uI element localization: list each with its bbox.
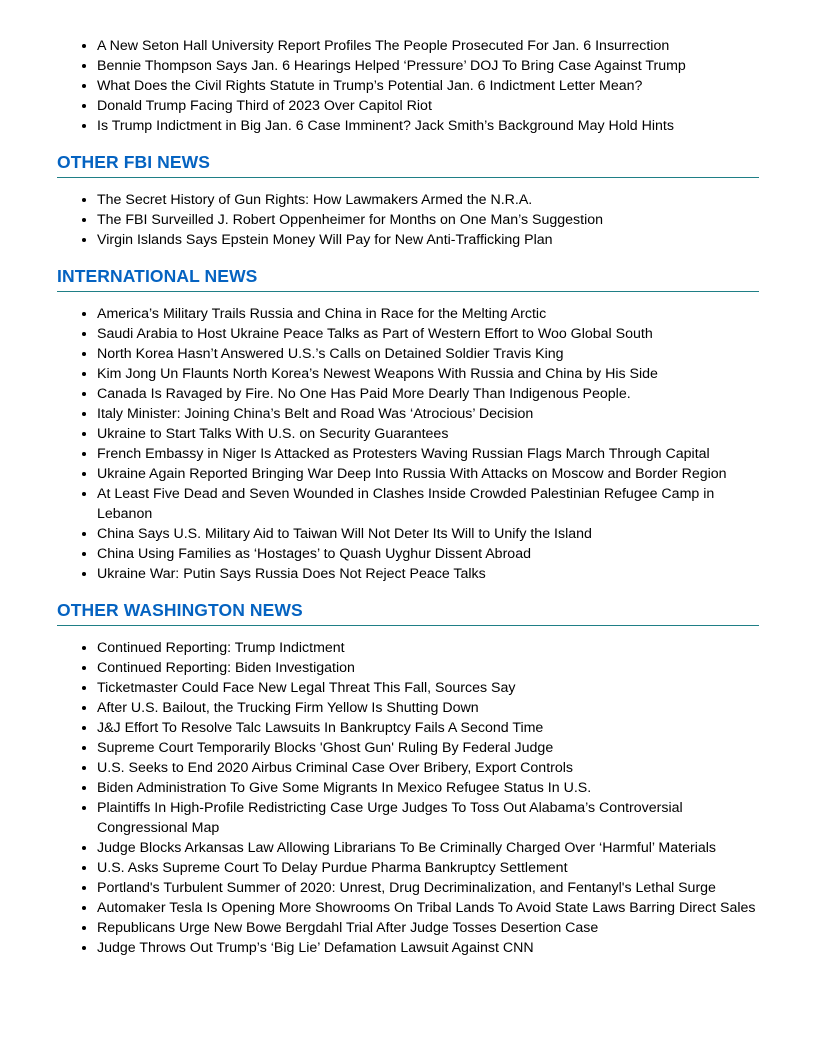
section-news-list [57, 190, 759, 250]
news-sections [57, 150, 759, 958]
news-item [97, 56, 759, 76]
section-other-washington-news [57, 598, 759, 958]
news-item [97, 698, 759, 718]
news-link[interactable]: French Embassy in Niger Is Attacked as Protesters Waving Russian Flags March Through Capital [97, 446, 710, 462]
news-item [97, 116, 759, 136]
news-link[interactable]: America’s Military Trails Russia and China in Race for the Melting Arctic [97, 306, 547, 322]
news-link[interactable]: Plaintiffs In High-Profile Redistricting Case Urge Judges To Toss Out Alabama’s Controversial Congressional Map [97, 800, 683, 836]
news-link[interactable]: J&J Effort To Resolve Talc Lawsuits In Bankruptcy Fails A Second Time [97, 720, 544, 736]
news-link[interactable]: Continued Reporting: Trump Indictment [97, 640, 345, 656]
news-link[interactable]: The Secret History of Gun Rights: How Lawmakers Armed the N.R.A. [97, 192, 533, 208]
news-link[interactable]: Supreme Court Temporarily Blocks 'Ghost Gun' Ruling By Federal Judge [97, 740, 554, 756]
news-item [97, 938, 759, 958]
news-item [97, 564, 759, 584]
news-link[interactable]: Italy Minister: Joining China’s Belt and Road Was ‘Atrocious’ Decision [97, 406, 534, 422]
news-item [97, 838, 759, 858]
section-international-news [57, 264, 759, 584]
news-link[interactable]: Judge Throws Out Trump’s ‘Big Lie’ Defamation Lawsuit Against CNN [97, 940, 534, 956]
news-item [97, 738, 759, 758]
news-item [97, 304, 759, 324]
news-link[interactable]: U.S. Seeks to End 2020 Airbus Criminal Case Over Bribery, Export Controls [97, 760, 574, 776]
news-item [97, 758, 759, 778]
news-link[interactable]: Is Trump Indictment in Big Jan. 6 Case Imminent? Jack Smith’s Background May Hold Hints [97, 118, 674, 134]
news-item [97, 898, 759, 918]
news-link[interactable]: Bennie Thompson Says Jan. 6 Hearings Helped ‘Pressure’ DOJ To Bring Case Against Trump [97, 58, 686, 74]
news-link[interactable]: Canada Is Ravaged by Fire. No One Has Paid More Dearly Than Indigenous People. [97, 386, 631, 402]
news-link[interactable]: The FBI Surveilled J. Robert Oppenheimer for Months on One Man’s Suggestion [97, 212, 604, 228]
news-item [97, 36, 759, 56]
news-item [97, 638, 759, 658]
news-item [97, 918, 759, 938]
news-item [97, 678, 759, 698]
news-item [97, 778, 759, 798]
news-link[interactable]: Saudi Arabia to Host Ukraine Peace Talks as Part of Western Effort to Woo Global South [97, 326, 653, 342]
section-title: INTERNATIONAL NEWS [57, 266, 258, 286]
news-item [97, 364, 759, 384]
news-item [97, 190, 759, 210]
news-item [97, 658, 759, 678]
news-item [97, 524, 759, 544]
section-header [57, 598, 759, 626]
news-item [97, 718, 759, 738]
news-link[interactable]: A New Seton Hall University Report Profiles The People Prosecuted For Jan. 6 Insurrection [97, 38, 670, 54]
news-item [97, 878, 759, 898]
news-link[interactable]: Portland's Turbulent Summer of 2020: Unrest, Drug Decriminalization, and Fentanyl's Lethal Surge [97, 880, 716, 896]
news-item [97, 484, 759, 524]
jan6-news-list [57, 36, 759, 136]
news-item [97, 858, 759, 878]
section-news-list [57, 638, 759, 958]
news-item [97, 404, 759, 424]
section-header [57, 150, 759, 178]
news-link[interactable]: Continued Reporting: Biden Investigation [97, 660, 355, 676]
news-link[interactable]: Donald Trump Facing Third of 2023 Over Capitol Riot [97, 98, 432, 114]
news-item [97, 798, 759, 838]
news-link[interactable]: Ticketmaster Could Face New Legal Threat This Fall, Sources Say [97, 680, 516, 696]
news-link[interactable]: U.S. Asks Supreme Court To Delay Purdue Pharma Bankruptcy Settlement [97, 860, 568, 876]
news-item [97, 96, 759, 116]
news-link[interactable]: What Does the Civil Rights Statute in Trump’s Potential Jan. 6 Indictment Letter Mean? [97, 78, 643, 94]
section-news-list [57, 304, 759, 584]
news-link[interactable]: China Using Families as ‘Hostages’ to Quash Uyghur Dissent Abroad [97, 546, 531, 562]
news-item [97, 230, 759, 250]
news-link[interactable]: North Korea Hasn’t Answered U.S.’s Calls on Detained Soldier Travis King [97, 346, 564, 362]
news-item [97, 544, 759, 564]
news-item [97, 210, 759, 230]
news-link[interactable]: Virgin Islands Says Epstein Money Will Pay for New Anti-Trafficking Plan [97, 232, 553, 248]
news-link[interactable]: Kim Jong Un Flaunts North Korea’s Newest Weapons With Russia and China by His Side [97, 366, 658, 382]
section-other-fbi-news [57, 150, 759, 250]
news-link[interactable]: Republicans Urge New Bowe Bergdahl Trial After Judge Tosses Desertion Case [97, 920, 599, 936]
news-link[interactable]: Automaker Tesla Is Opening More Showrooms On Tribal Lands To Avoid State Laws Barring Direct Sales [97, 900, 756, 916]
news-link[interactable]: China Says U.S. Military Aid to Taiwan Will Not Deter Its Will to Unify the Island [97, 526, 592, 542]
news-link[interactable]: Biden Administration To Give Some Migrants In Mexico Refugee Status In U.S. [97, 780, 592, 796]
news-link[interactable]: Ukraine Again Reported Bringing War Deep Into Russia With Attacks on Moscow and Border Region [97, 466, 727, 482]
news-link[interactable]: Ukraine to Start Talks With U.S. on Security Guarantees [97, 426, 449, 442]
section-title: OTHER WASHINGTON NEWS [57, 600, 303, 620]
news-item [97, 324, 759, 344]
section-title: OTHER FBI NEWS [57, 152, 211, 172]
news-link[interactable]: At Least Five Dead and Seven Wounded in Clashes Inside Crowded Palestinian Refugee Camp in Lebanon [97, 486, 715, 522]
news-item [97, 424, 759, 444]
news-link[interactable]: Judge Blocks Arkansas Law Allowing Librarians To Be Criminally Charged Over ‘Harmful’ Materials [97, 840, 716, 856]
section-header [57, 264, 759, 292]
news-item [97, 344, 759, 364]
news-item [97, 464, 759, 484]
news-item [97, 384, 759, 404]
news-item [97, 444, 759, 464]
news-link[interactable]: Ukraine War: Putin Says Russia Does Not Reject Peace Talks [97, 566, 486, 582]
news-item [97, 76, 759, 96]
news-link[interactable]: After U.S. Bailout, the Trucking Firm Yellow Is Shutting Down [97, 700, 479, 716]
